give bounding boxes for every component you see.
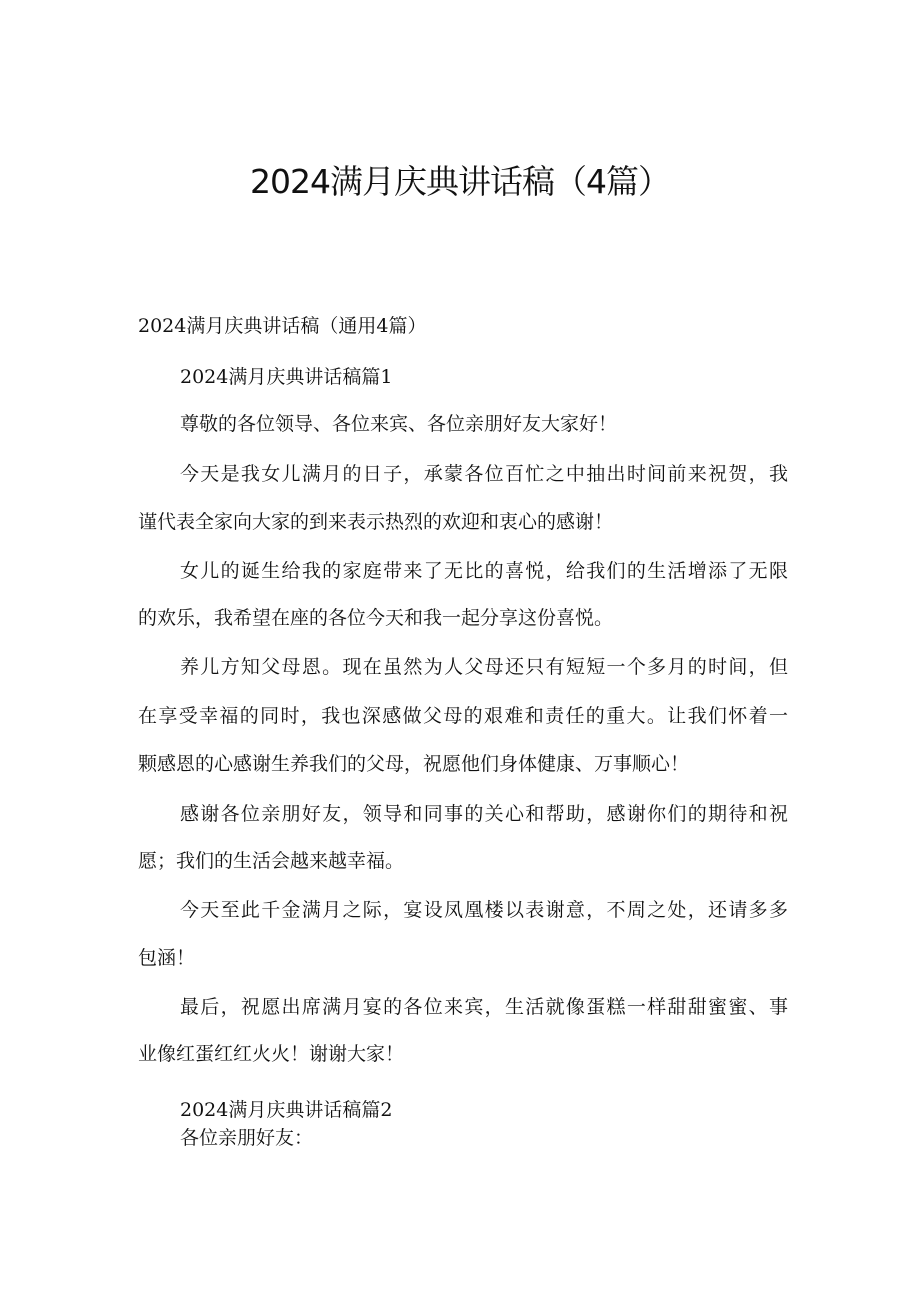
greeting-line: 各位亲朋好友： — [180, 1127, 314, 1149]
paragraph-line: 女儿的诞生给我的家庭带来了无比的喜悦，给我们的生活增添了无限 — [180, 560, 788, 582]
document-title: 2024满月庆典讲话稿（4篇） — [250, 162, 670, 201]
section-heading-1: 2024满月庆典讲话稿篇1 — [180, 366, 393, 388]
paragraph-line: 谨代表全家向大家的到来表示热烈的欢迎和衷心的感谢！ — [138, 511, 614, 533]
paragraph-line: 颗感恩的心感谢生养我们的父母，祝愿他们身体健康、万事顺心！ — [138, 753, 690, 775]
paragraph-line: 包涵！ — [138, 947, 196, 969]
paragraph-line: 的欢乐，我希望在座的各位今天和我一起分享这份喜悦。 — [138, 607, 614, 629]
section-heading-2: 2024满月庆典讲话稿篇2 — [180, 1099, 393, 1121]
paragraph-line: 在享受幸福的同时，我也深感做父母的艰难和责任的重大。让我们怀着一 — [138, 705, 788, 727]
paragraph-line: 感谢各位亲朋好友，领导和同事的关心和帮助，感谢你们的期待和祝 — [180, 803, 788, 825]
document-subtitle: 2024满月庆典讲话稿（通用4篇） — [138, 315, 427, 337]
paragraph-line: 业像红蛋红红火火！谢谢大家！ — [138, 1043, 405, 1065]
paragraph-line: 尊敬的各位领导、各位来宾、各位亲朋好友大家好！ — [180, 413, 618, 435]
paragraph-line: 养儿方知父母恩。现在虽然为人父母还只有短短一个多月的时间，但 — [180, 656, 788, 678]
paragraph-line: 愿；我们的生活会越来越幸福。 — [138, 850, 405, 872]
paragraph-line: 今天至此千金满月之际，宴设凤凰楼以表谢意，不周之处，还请多多 — [180, 899, 788, 921]
paragraph-line: 今天是我女儿满月的日子，承蒙各位百忙之中抽出时间前来祝贺，我 — [180, 463, 788, 485]
paragraph-line: 最后，祝愿出席满月宴的各位来宾，生活就像蛋糕一样甜甜蜜蜜、事 — [180, 996, 788, 1018]
